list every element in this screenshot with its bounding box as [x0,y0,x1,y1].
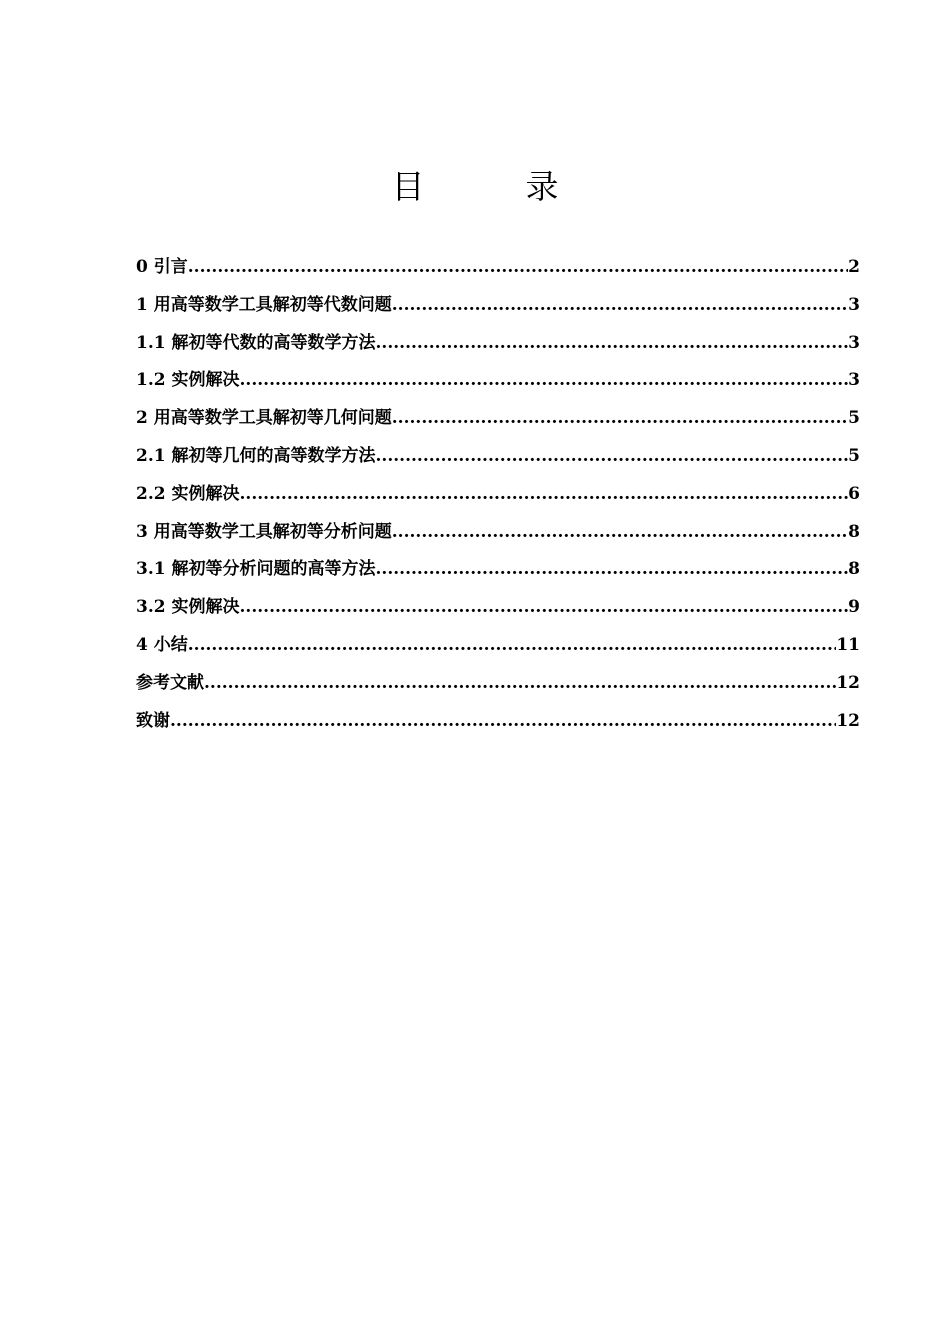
toc-page-number: 5 [848,408,860,429]
toc-dot-leader [376,333,849,353]
toc-entry-label: 参考文献 [136,672,204,693]
toc-dot-leader [170,711,836,731]
toc-page-number: 12 [836,710,860,731]
toc-entry-label: 1 用高等数学工具解初等代数问题 [136,294,392,315]
toc-entry-1-1[interactable] [136,328,860,366]
toc-page-number: 5 [848,445,860,466]
toc-entry-label: 2.1 解初等几何的高等数学方法 [136,445,376,466]
toc-entry-3-1[interactable] [136,554,860,592]
toc-dot-leader [240,484,849,504]
toc-entry-1[interactable] [136,290,860,328]
toc-entry-label: 3 用高等数学工具解初等分析问题 [136,521,392,542]
toc-entry-label: 1.2 实例解决 [136,370,240,391]
toc-entry-2-2[interactable] [136,479,860,517]
page-title: 目 录 [391,167,593,207]
toc-dot-leader [376,446,849,466]
toc-entry-1-2[interactable] [136,365,860,403]
toc-dot-leader [392,295,848,315]
toc-entry-label: 2.2 实例解决 [136,483,240,504]
toc-entry-4[interactable] [136,630,860,668]
toc-page-number: 8 [848,521,860,542]
toc-page-number: 8 [848,559,860,580]
toc-page-number: 12 [836,672,860,693]
toc-page-number: 3 [848,370,860,391]
toc-entry-label: 3.1 解初等分析问题的高等方法 [136,559,376,580]
toc-entry-label: 致谢 [136,710,170,731]
toc-dot-leader [240,370,849,390]
toc-dot-leader [188,257,848,277]
toc-entry-label: 1.1 解初等代数的高等数学方法 [136,332,376,353]
toc-dot-leader [392,408,848,428]
toc-page-number: 11 [836,634,860,655]
toc-entry-acknowledgements[interactable] [136,706,860,744]
toc-page-number: 2 [848,257,860,277]
toc-dot-leader [204,673,836,693]
toc-dot-leader [188,635,837,655]
toc-entry-label: 2 用高等数学工具解初等几何问题 [136,408,392,429]
toc-entry-references[interactable] [136,668,860,706]
toc-entry-label: 3.2 实例解决 [136,597,240,618]
toc-page-number: 9 [848,597,860,618]
toc-dot-leader [376,559,849,579]
toc-page-number: 6 [848,483,860,504]
toc-entry-label: 0 引言 [136,257,188,277]
toc-page-number: 3 [848,332,860,353]
toc-entry-intro[interactable] [136,252,860,290]
toc-entry-2[interactable] [136,403,860,441]
table-of-contents [136,252,860,743]
toc-dot-leader [240,597,849,617]
toc-entry-label: 4 小结 [136,634,188,655]
toc-dot-leader [392,522,848,542]
toc-page-number: 3 [848,294,860,315]
toc-entry-3-2[interactable] [136,592,860,630]
toc-entry-3[interactable] [136,517,860,555]
toc-entry-2-1[interactable] [136,441,860,479]
